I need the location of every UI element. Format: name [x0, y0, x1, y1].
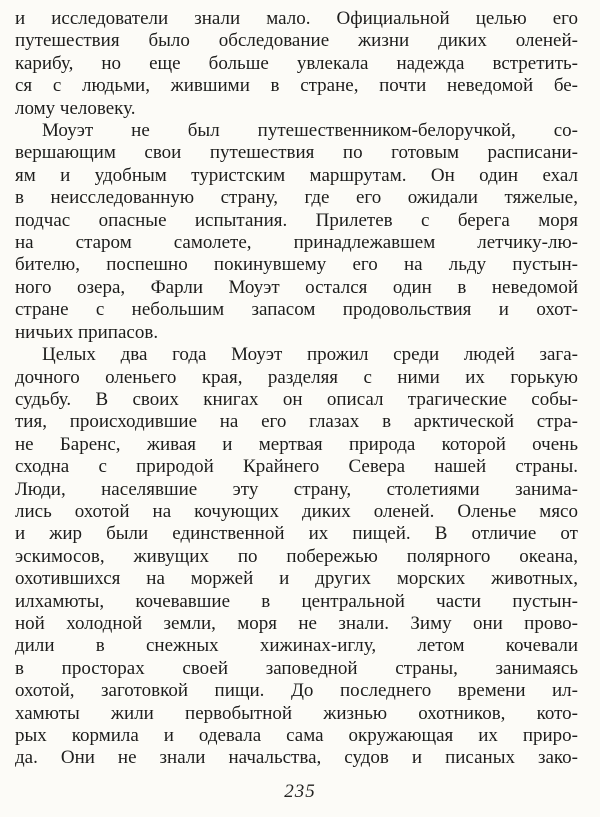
text-line: в неисследованную страну, где его ожидали тяжелые,: [15, 187, 578, 209]
text-line: в просторах своей заповедной страны, занимаясь: [15, 657, 578, 679]
text-line: вершающим свои путешествия по готовым расписани-: [15, 142, 578, 164]
text-line: не Баренс, живая и мертвая природа которой очень: [15, 433, 578, 455]
text-line: эскимосов, живущих по побережью полярного океана,: [15, 545, 578, 567]
text-line: стране с небольшим запасом продовольствия и охот-: [15, 299, 578, 321]
text-line: да. Они не знали начальства, судов и писаных зако-: [15, 747, 578, 769]
text-line: путешествия было обследование жизни диких оленей-: [15, 30, 578, 52]
text-line: и исследователи знали мало. Официальной целью его: [15, 8, 578, 29]
text-line: Целых два года Моуэт прожил среди людей зага-: [42, 344, 578, 366]
text-line: судьбу. В своих книгах он описал трагические собы-: [15, 388, 578, 410]
page-text-block: [15, 8, 578, 770]
text-line: рых кормила и одевала сама окружающая их приро-: [15, 725, 578, 746]
text-line: и жир были единственной их пищей. В отличие от: [15, 523, 578, 545]
text-line: ничьих припасов.: [15, 321, 159, 343]
text-line: карибу, но еще больше увлекала надежда встретить-: [15, 52, 578, 74]
text-line: ся с людьми, жившими в стране, почти неведомой бе-: [15, 75, 578, 97]
text-line: подчас опасные испытания. Прилетев с берега моря: [15, 209, 578, 231]
text-line: хамюты жили первобытной жизнью охотников, кото-: [15, 702, 578, 724]
paragraph: [15, 344, 578, 770]
text-line: Моуэт не был путешественником-белоручкой, со-: [42, 120, 578, 142]
text-line: дочного оленьего края, разделяя с ними их горькую: [15, 366, 578, 388]
text-line: илхамюты, кочевавшие в центральной части пустын-: [15, 590, 578, 612]
text-line: Люди, населявшие эту страну, столетиями занима-: [15, 478, 578, 500]
text-line: сходна с природой Крайнего Севера нашей страны.: [15, 456, 578, 478]
text-line: ной холодной земли, моря не знали. Зиму они прово-: [15, 612, 578, 634]
text-line: лись охотой на кочующих диких оленей. Оленье мясо: [15, 500, 578, 522]
text-line: на старом самолете, принадлежавшем летчику-лю-: [15, 232, 578, 254]
text-line: охотой, заготовкой пищи. До последнего времени ил-: [15, 680, 578, 702]
text-line: тия, происходившие на его глазах в арктической стра-: [15, 411, 578, 433]
text-line: дили в снежных хижинах-иглу, летом кочевали: [15, 635, 578, 657]
paragraph: [15, 120, 578, 344]
paragraph: [15, 8, 578, 120]
text-line: ям и удобным туристским маршрутам. Он один ехал: [15, 164, 578, 186]
text-line: ного озера, Фарли Моуэт остался один в неведомой: [15, 276, 578, 298]
page-number: 235: [284, 781, 316, 802]
text-line: охотившихся на моржей и других морских животных,: [15, 568, 578, 590]
text-line: бителю, поспешно покинувшему его на льду пустын-: [15, 254, 578, 276]
text-line: лому человеку.: [15, 97, 136, 119]
